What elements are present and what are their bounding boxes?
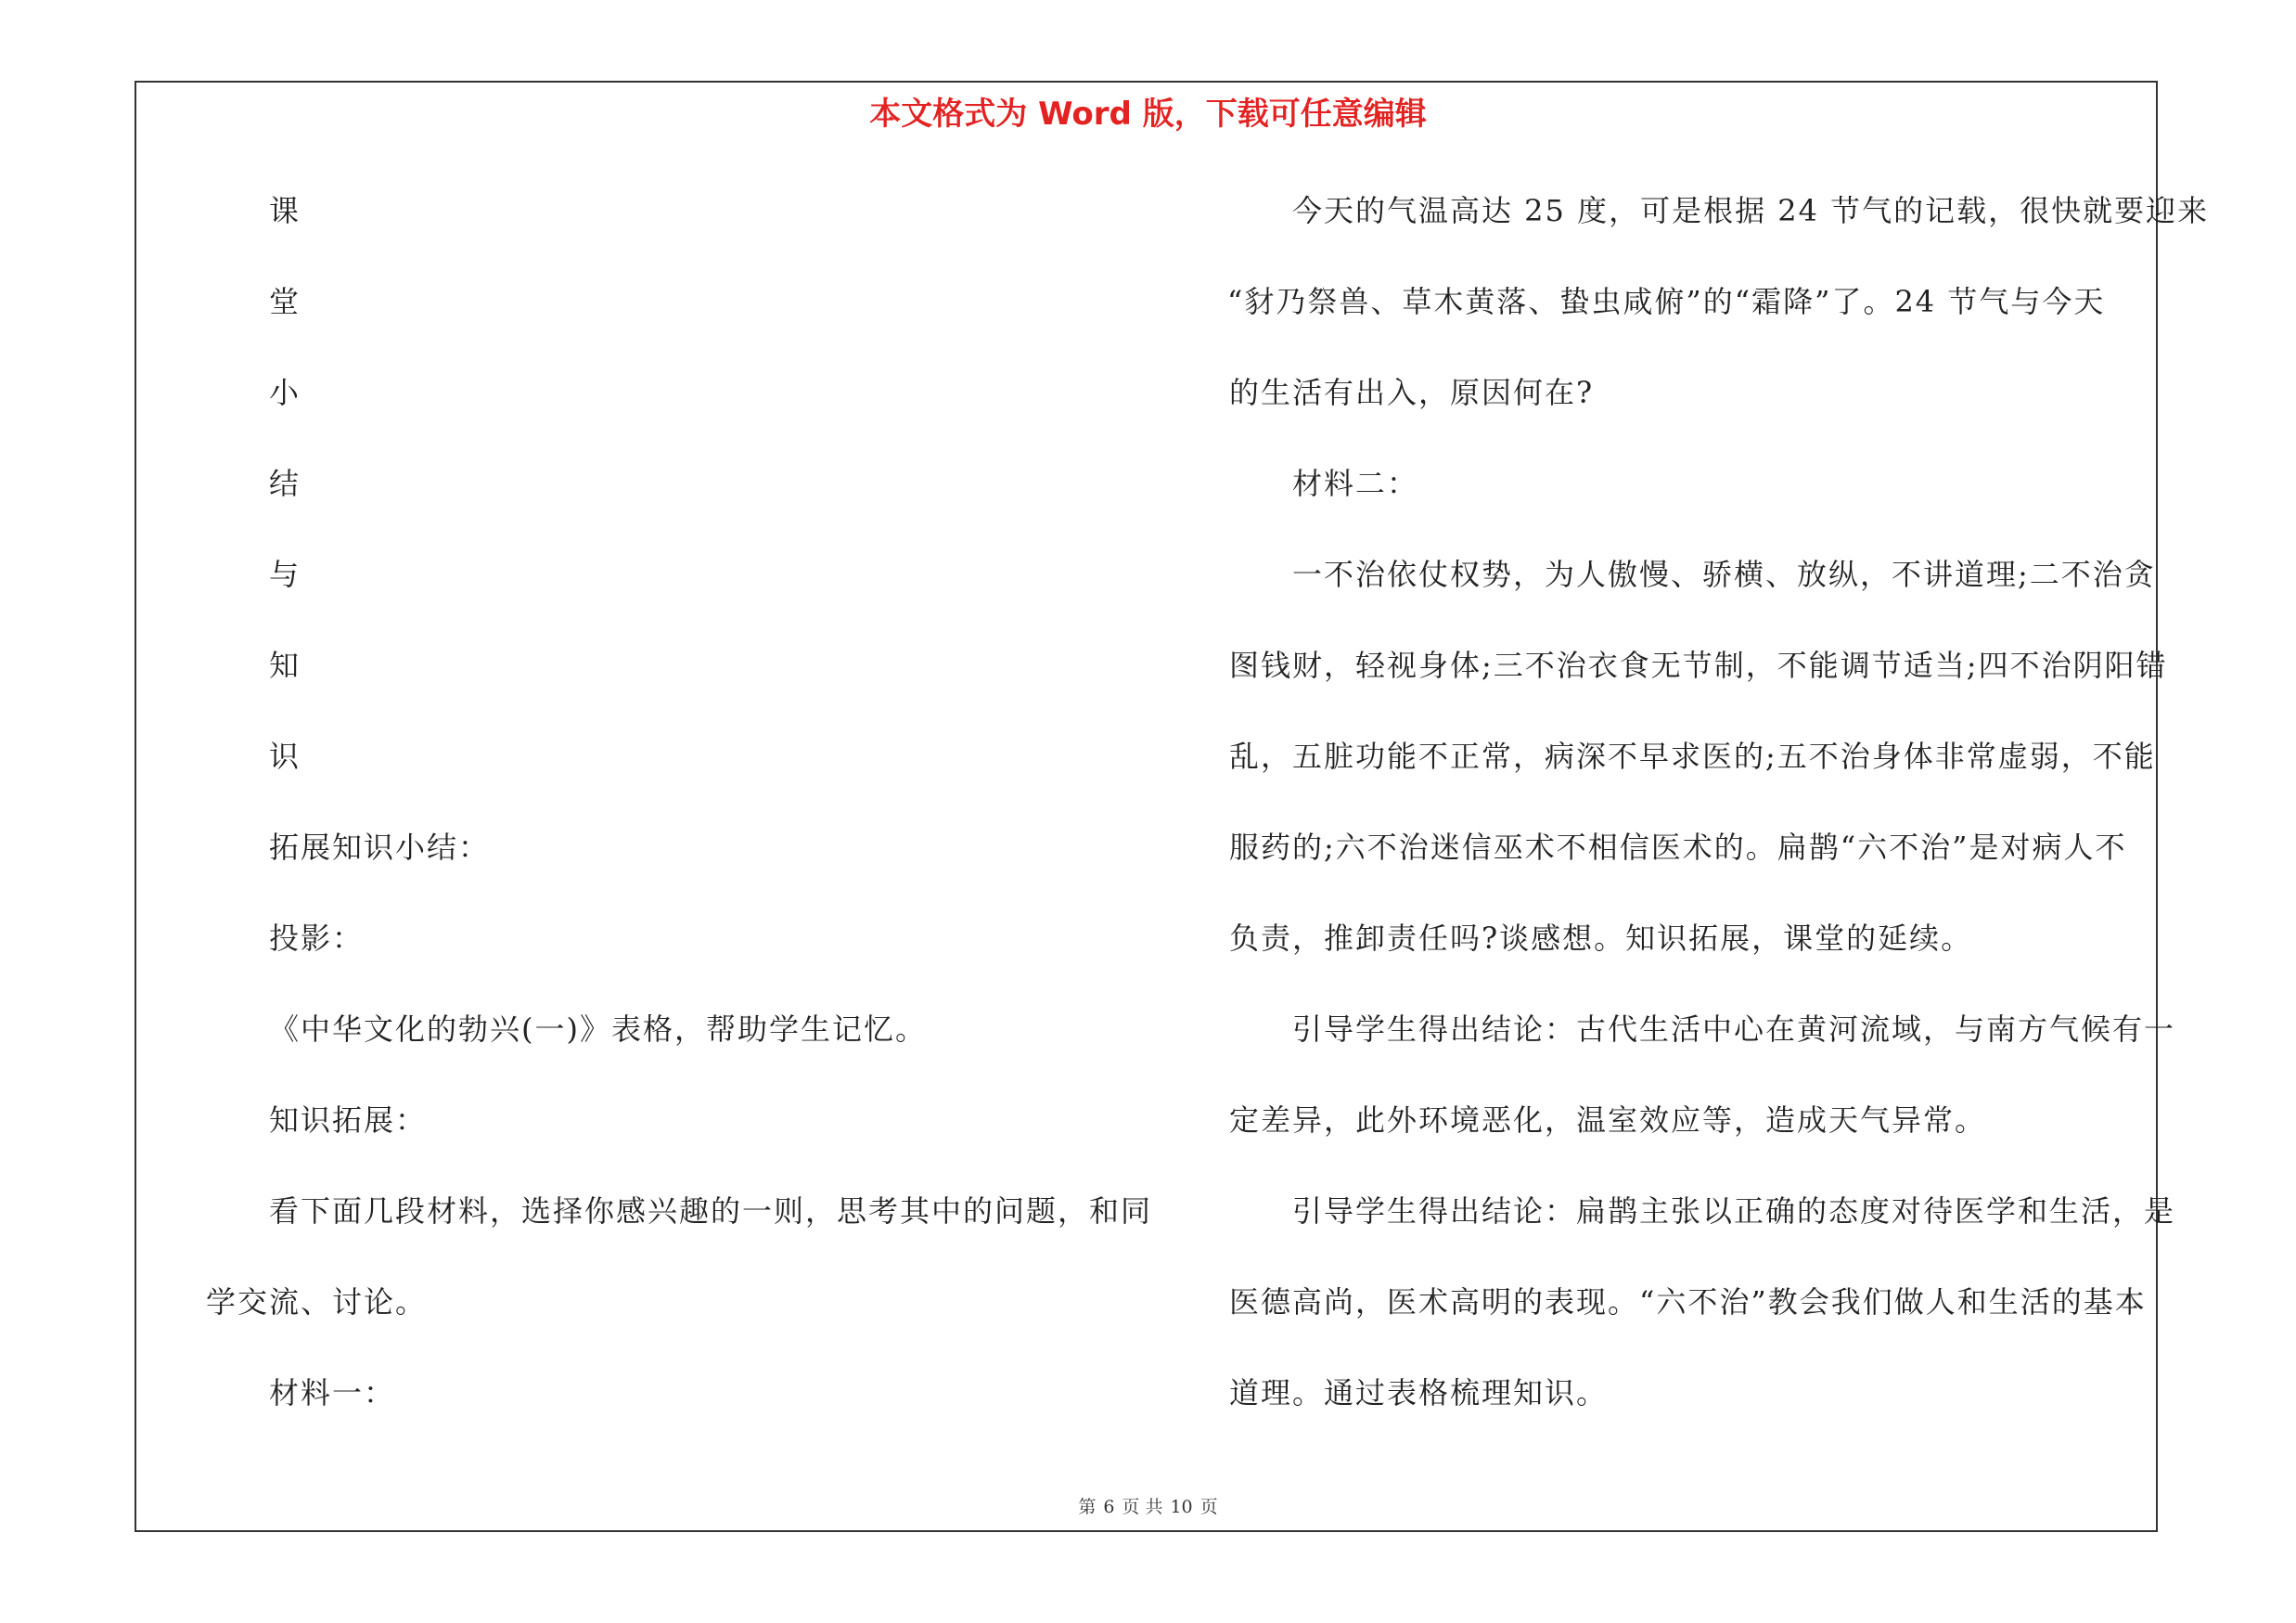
paragraph-line: 医德高尚，医术高明的表现。“六不治”教会我们做人和生活的基本 bbox=[1229, 1284, 2147, 1320]
total-pages: 10 bbox=[1170, 1497, 1193, 1517]
paragraph-line: 学交流、讨论。 bbox=[206, 1284, 428, 1320]
vertical-heading-char: 知 bbox=[269, 648, 301, 683]
paragraph-line: 负责，推卸责任吗?谈感想。知识拓展，课堂的延续。 bbox=[1229, 921, 1973, 956]
paragraph-line: 材料二： bbox=[1292, 466, 1419, 501]
paragraph-line: 图钱财，轻视身体;三不治衣食无节制，不能调节适当;四不治阴阳错 bbox=[1229, 648, 2168, 683]
paragraph-line: 引导学生得出结论：扁鹊主张以正确的态度对待医学和生活，是 bbox=[1292, 1193, 2176, 1229]
paragraph-line: 材料一： bbox=[269, 1375, 396, 1410]
paragraph-line: 看下面几段材料，选择你感兴趣的一则，思考其中的问题，和同 bbox=[269, 1193, 1153, 1229]
paragraph-line: 拓展知识小结： bbox=[269, 830, 491, 865]
paragraph-line: 服药的;六不治迷信巫术不相信医术的。扁鹊“六不治”是对病人不 bbox=[1229, 830, 2127, 865]
right-column bbox=[1227, 186, 2210, 1459]
paragraph-line: 一不治依仗权势，为人傲慢、骄横、放纵，不讲道理;二不治贪 bbox=[1292, 557, 2156, 592]
vertical-heading-char: 堂 bbox=[269, 284, 301, 319]
vertical-heading-char: 识 bbox=[269, 739, 301, 774]
paragraph-line: 引导学生得出结论：古代生活中心在黄河流域，与南方气候有一 bbox=[1292, 1011, 2176, 1047]
paragraph-line: 投影： bbox=[269, 921, 365, 956]
page-number-footer bbox=[0, 1493, 2296, 1518]
paragraph-line: “豺乃祭兽、草木黄落、蛰虫咸俯”的“霜降”了。24 节气与今天 bbox=[1227, 284, 2106, 319]
paragraph-line: 《中华文化的勃兴(一)》表格，帮助学生记忆。 bbox=[269, 1011, 927, 1047]
paragraph-line: 的生活有出入，原因何在? bbox=[1229, 375, 1595, 410]
page-number: 6 bbox=[1103, 1497, 1115, 1517]
paragraph-line: 定差异，此外环境恶化，温室效应等，造成天气异常。 bbox=[1229, 1102, 1987, 1138]
page-suffix: 页 bbox=[1199, 1497, 1218, 1517]
vertical-heading-char: 课 bbox=[269, 193, 301, 228]
paragraph-line: 乱，五脏功能不正常，病深不早求医的;五不治身体非常虚弱，不能 bbox=[1229, 739, 2156, 774]
paragraph-line: 道理。通过表格梳理知识。 bbox=[1229, 1375, 1609, 1410]
paragraph-line: 今天的气温高达 25 度，可是根据 24 节气的记载，很快就要迎来 bbox=[1292, 193, 2210, 228]
vertical-heading-char: 小 bbox=[269, 375, 301, 410]
page-prefix: 第 bbox=[1078, 1497, 1097, 1517]
header-notice: 本文格式为 Word 版，下载可任意编辑 bbox=[869, 96, 1427, 133]
page-middle: 页 共 bbox=[1122, 1497, 1163, 1517]
paragraph-line: 知识拓展： bbox=[269, 1102, 428, 1138]
vertical-heading-char: 结 bbox=[269, 466, 301, 501]
vertical-heading-char: 与 bbox=[269, 557, 301, 592]
left-column bbox=[206, 186, 1189, 1459]
